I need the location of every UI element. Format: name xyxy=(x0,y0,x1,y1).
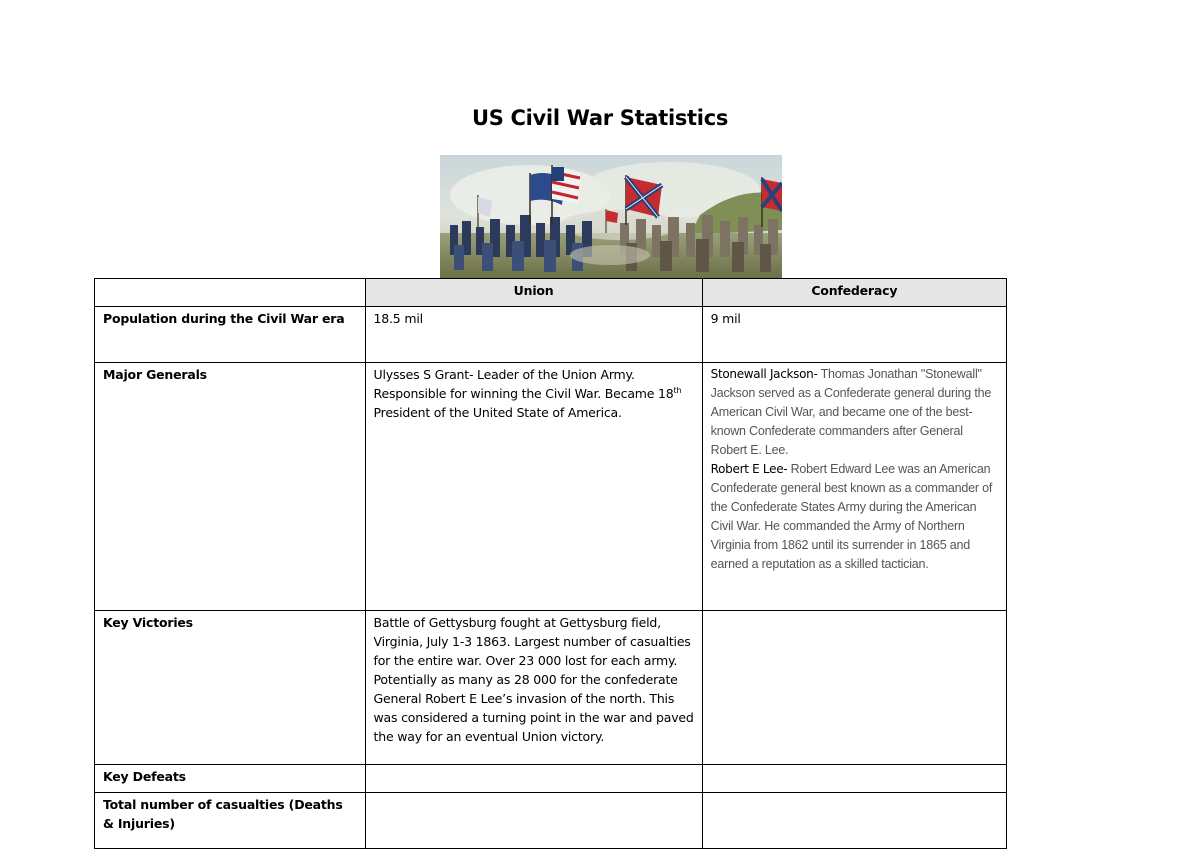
cell-confederacy-generals xyxy=(702,363,1006,611)
cell-union-generals xyxy=(365,363,702,611)
ordinal-suffix: th xyxy=(673,385,682,395)
row-label-defeats: Key Defeats xyxy=(95,765,366,793)
general-bio-lee: Robert Edward Lee was an American Confederate general best known as a commander of the Confederate States Army during the American Civil War. He commanded the Army of Northern Virginia from 1862 until its surrender in 1865 and earned a reputation as a skilled tactician. xyxy=(710,462,993,571)
row-defeats xyxy=(95,765,1007,793)
cell-confederacy-casualties xyxy=(702,793,1006,849)
row-generals xyxy=(95,363,1007,611)
general-name-jackson: Stonewall Jackson- xyxy=(710,367,818,381)
row-label-casualties: Total number of casualties (Deaths & Injuries) xyxy=(95,793,366,849)
row-population xyxy=(95,307,1007,363)
row-victories xyxy=(95,611,1007,765)
row-casualties xyxy=(95,793,1007,849)
cell-union-victories: Battle of Gettysburg fought at Gettysburg field, Virginia, July 1-3 1863. Largest number of casualties for the entire war. Over 23 000 lost for each army. Potentially as many as 28 000 for the confederate General Robert E Lee’s invasion of the north. This was considered a turning point in the war and paved the way for an eventual Union victory. xyxy=(365,611,702,765)
page-title: US Civil War Statistics xyxy=(471,106,729,130)
header-blank-cell xyxy=(95,279,366,307)
union-generals-text: Ulysses S Grant- Leader of the Union Army. Responsible for winning the Civil War. Became 18 xyxy=(373,367,674,401)
battle-painting-image xyxy=(440,155,782,278)
cell-confederacy-population: 9 mil xyxy=(702,307,1006,363)
general-bio-jackson: Thomas Jonathan "Stonewall" Jackson served as a Confederate general during the American Civil War, and became one of the best-known Confederate commanders after General Robert E. Lee. xyxy=(710,367,992,457)
header-confederacy: Confederacy xyxy=(702,279,1006,307)
row-label-population: Population during the Civil War era xyxy=(95,307,366,363)
table-header-row xyxy=(95,279,1007,307)
cell-union-casualties xyxy=(365,793,702,849)
union-generals-text-end: President of the United State of America. xyxy=(373,405,622,420)
header-union: Union xyxy=(365,279,702,307)
cell-confederacy-victories xyxy=(702,611,1006,765)
statistics-table xyxy=(94,278,1007,849)
cell-confederacy-defeats xyxy=(702,765,1006,793)
general-name-lee: Robert E Lee- xyxy=(710,462,788,476)
cell-union-defeats xyxy=(365,765,702,793)
row-label-generals: Major Generals xyxy=(95,363,366,611)
cell-union-population: 18.5 mil xyxy=(365,307,702,363)
row-label-victories: Key Victories xyxy=(95,611,366,765)
